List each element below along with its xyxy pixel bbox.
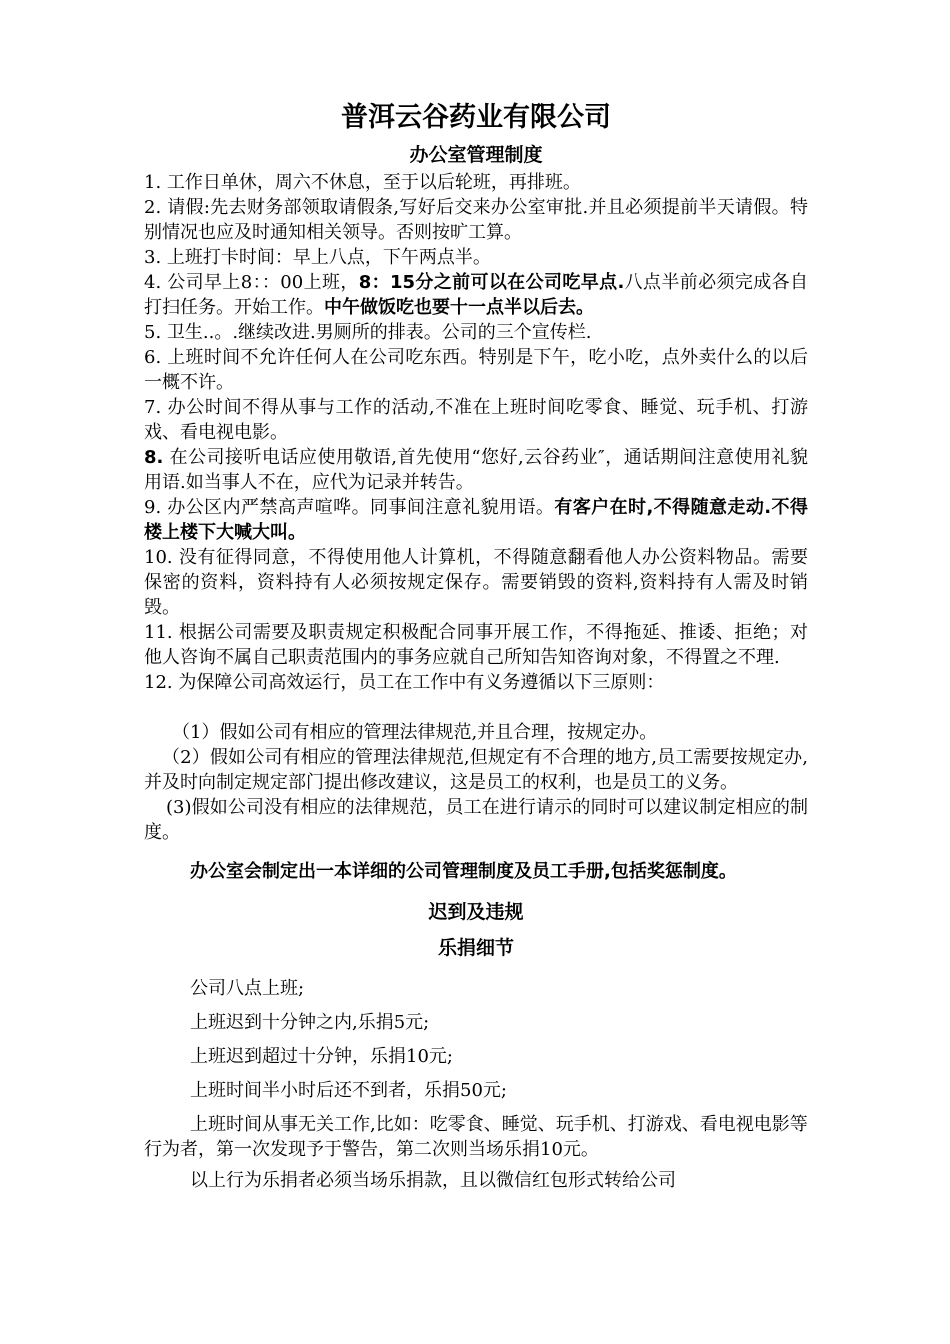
rule-7: 7. 办公时间不得从事与工作的活动,不准在上班时间吃零食、睡觉、玩手机、打游戏、看电视电影。 <box>144 397 808 443</box>
rule-4-part-b: 8：15分之前可以在公司吃早点. <box>358 272 625 293</box>
fine-item-1: 公司八点上班; <box>190 978 305 999</box>
principle-1: （1）假如公司有相应的管理法律规范,并且合理，按规定办。 <box>172 722 658 743</box>
rule-3: 3. 上班打卡时间：早上八点，下午两点半。 <box>144 247 491 268</box>
rule-1: 1. 工作日单休，周六不休息，至于以后轮班，再排班。 <box>144 172 581 193</box>
rule-9-part-b: 有客户在时,不得随意走动.不得楼上楼下大喊大叫。 <box>144 497 808 543</box>
fine-item-6: 以上行为乐捐者必须当场乐捐款，且以微信红包形式转给公司 <box>190 1170 676 1191</box>
rule-9-part-a: 9. 办公区内严禁高声喧哗。同事间注意礼貌用语。 <box>144 497 555 518</box>
late-section-title: 迟到及违规 <box>428 901 524 923</box>
rule-9 <box>144 495 808 545</box>
rule-8-number: 8. <box>144 447 164 468</box>
principle-3: (3)假如公司没有相应的法律规范，员工在进行请示的同时可以建议制定相应的制度。 <box>144 797 808 843</box>
rule-4 <box>144 270 808 320</box>
manual-note: 办公室会制定出一本详细的公司管理制度及员工手册,包括奖惩制度。 <box>190 861 737 882</box>
rule-6: 6. 上班时间不允许任何人在公司吃东西。特别是下午，吃小吃，点外卖什么的以后一概不许。 <box>144 347 808 393</box>
fine-item-4: 上班时间半小时后还不到者，乐捐50元; <box>190 1080 507 1101</box>
document-page <box>144 96 808 1193</box>
rule-5: 5. 卫生..。.继续改进.男厕所的排表。公司的三个宣传栏. <box>144 322 592 343</box>
principle-2: （2）假如公司有相应的管理法律规范,但规定有不合理的地方,员工需要按规定办,并及时向制定规定部门提出修改建议，这是员工的权利，也是员工的义务。 <box>144 747 808 793</box>
rule-4-part-a: 4. 公司早上8：：00上班， <box>144 272 359 293</box>
spacer <box>144 964 808 972</box>
rule-12: 12. 为保障公司高效运行，员工在工作中有义务遵循以下三原则： <box>144 672 665 693</box>
rule-2: 2. 请假:先去财务部领取请假条,写好后交来办公室审批.并且必须提前半天请假。特别情况也应及时通知相关领导。否则按旷工算。 <box>144 197 808 243</box>
rule-4-part-d: 中午做饭吃也要十一点半以后去。 <box>324 297 594 318</box>
rule-4-part-c: 八点半前必须完成各自打扫任务。开始工作。 <box>144 272 808 318</box>
spacer <box>144 884 808 896</box>
rule-11: 11. 根据公司需要及职责规定积极配合同事开展工作，不得拖延、推诿、拒绝；对他人咨询不属自己职责范围内的事务应就自己所知告知咨询对象，不得置之不理. <box>144 622 808 668</box>
company-title: 普洱云谷药业有限公司 <box>341 102 611 133</box>
rule-10: 10. 没有征得同意，不得使用他人计算机，不得随意翻看他人办公资料物品。需要保密的资料，资料持有人必须按规定保存。需要销毁的资料,资料持有人需及时销毁。 <box>144 547 808 618</box>
fine-section-title: 乐捐细节 <box>437 937 514 959</box>
rule-8 <box>144 445 808 495</box>
rule-8-text: 在公司接听电话应使用敬语,首先使用“您好,云谷药业″，通话期间注意使用礼貌用语.如当事人不在，应代为记录并转告。 <box>144 447 808 493</box>
spacer <box>144 695 808 720</box>
fine-item-5: 上班时间从事无关工作,比如：吃零食、睡觉、玩手机、打游戏、看电视电影等行为者，第一次发现予于警告，第二次则当场乐捐10元。 <box>144 1114 808 1160</box>
fine-item-2: 上班迟到十分钟之内,乐捐5元; <box>190 1012 430 1033</box>
section-title: 办公室管理制度 <box>409 144 543 166</box>
spacer <box>144 845 808 859</box>
fine-item-3: 上班迟到超过十分钟，乐捐10元; <box>190 1046 453 1067</box>
